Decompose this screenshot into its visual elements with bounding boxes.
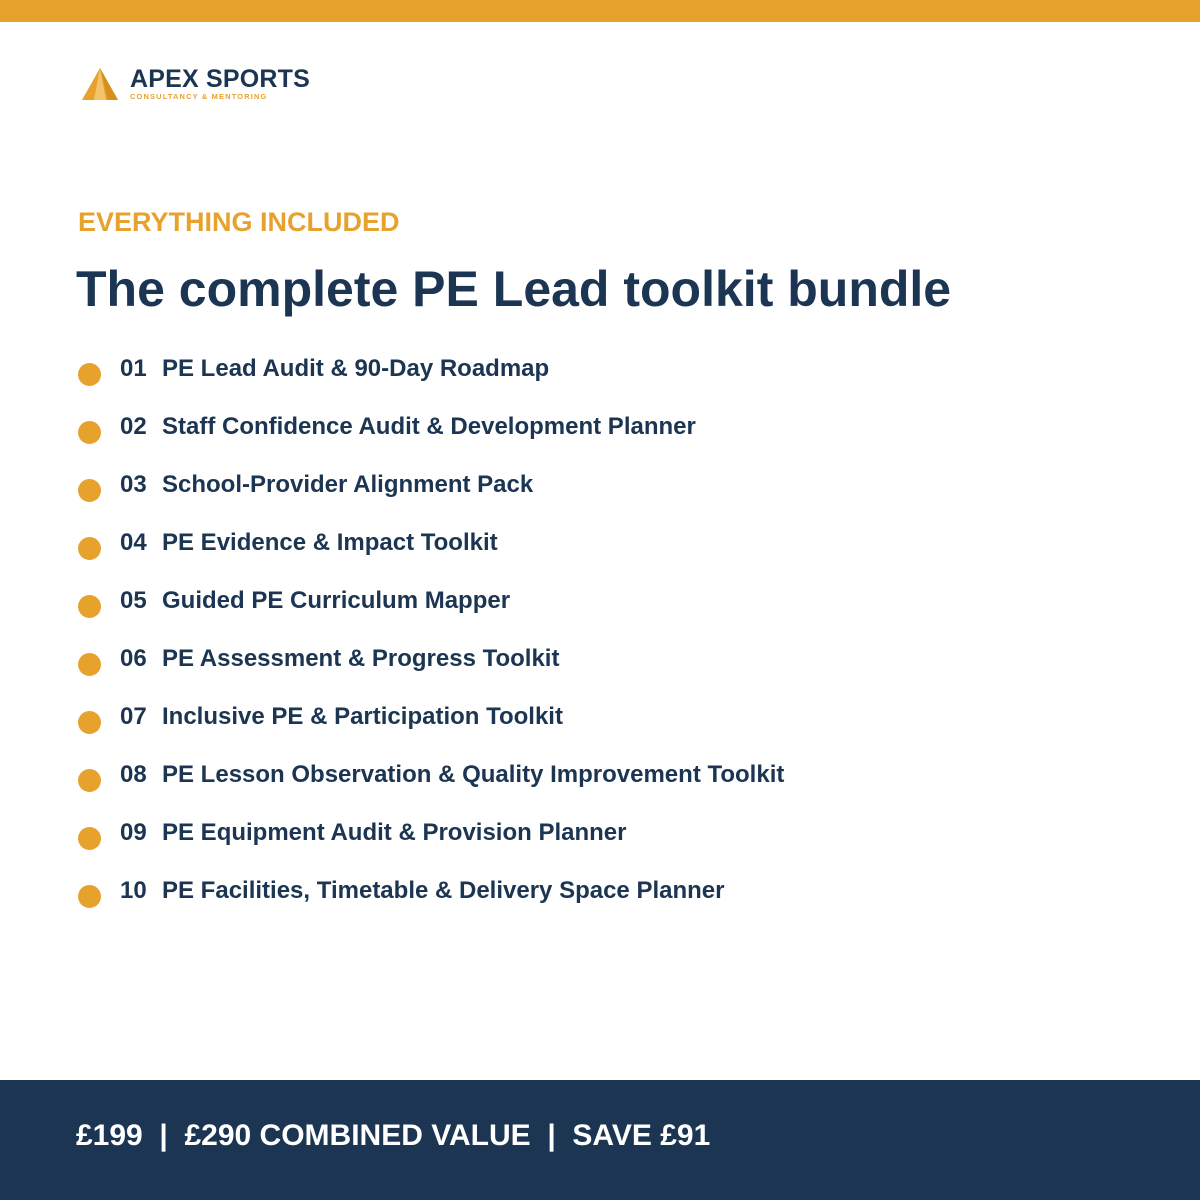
bullet-dot-icon [78,653,101,676]
mountain-triangle-icon [82,66,118,100]
item-number: 07 [120,703,147,730]
item-number: 02 [120,413,147,440]
item-title: PE Facilities, Timetable & Delivery Space Planner [162,877,725,904]
item-number: 04 [120,529,147,556]
item-title: PE Evidence & Impact Toolkit [162,529,498,556]
bullet-dot-icon [78,827,101,850]
item-number: 01 [120,355,147,382]
item-title: School-Provider Alignment Pack [162,471,534,498]
item-title: Staff Confidence Audit & Development Planner [162,413,696,440]
brand-name: APEX SPORTS [130,65,311,93]
item-number: 08 [120,761,147,788]
item-title: PE Equipment Audit & Provision Planner [162,819,627,846]
brand-tagline: CONSULTANCY & MENTORING [130,92,268,101]
item-number: 06 [120,645,147,672]
section-eyebrow: EVERYTHING INCLUDED [78,207,400,237]
bullet-dot-icon [78,711,101,734]
item-title: PE Lesson Observation & Quality Improvement Toolkit [162,761,785,788]
item-title: Inclusive PE & Participation Toolkit [162,703,563,730]
bullet-dot-icon [78,769,101,792]
bullet-dot-icon [78,885,101,908]
page-title: The complete PE Lead toolkit bundle [76,261,952,317]
item-title: PE Lead Audit & 90-Day Roadmap [162,355,550,382]
bullet-dot-icon [78,537,101,560]
price-footer-bar [0,1080,1200,1200]
item-number: 05 [120,587,147,614]
item-title: Guided PE Curriculum Mapper [162,587,511,614]
bullet-dot-icon [78,595,101,618]
bullet-dot-icon [78,479,101,502]
brand-logo [82,64,342,104]
item-number: 03 [120,471,147,498]
bullet-dot-icon [78,421,101,444]
item-number: 09 [120,819,147,846]
item-number: 10 [120,877,147,904]
bullet-dot-icon [78,363,101,386]
top-accent-bar [0,0,1200,22]
price-summary: £199 | £290 COMBINED VALUE | SAVE £91 [76,1119,711,1152]
item-title: PE Assessment & Progress Toolkit [162,645,560,672]
